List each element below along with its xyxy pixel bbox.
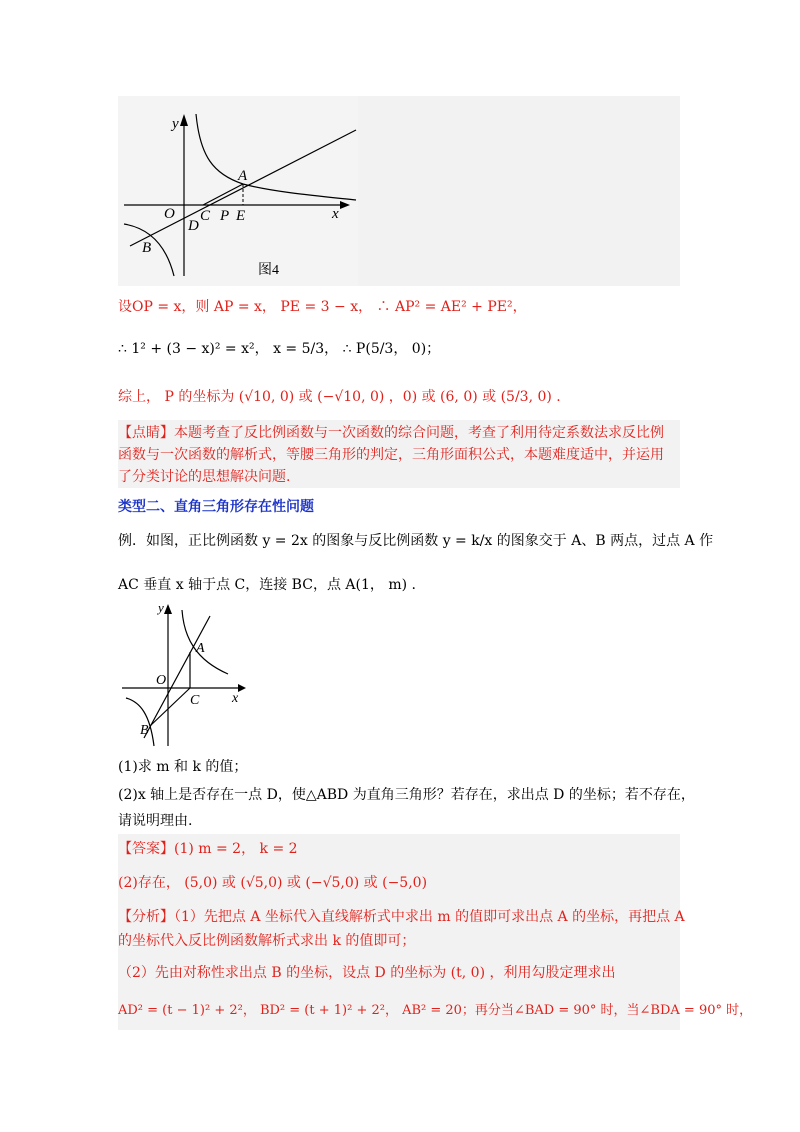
fig-label-a: A xyxy=(196,641,205,656)
solution-line-1: 设OP = x，则 AP = x， PE = 3 − x， ∴ AP² = AE² + PE²， xyxy=(118,299,527,315)
solution-line-3: 综上， P 的坐标为 (√10, 0) 或 (−√10, 0) ，0) 或 (6, 0) 或 (5/3, 0) . xyxy=(118,389,561,405)
example-line-2: AC 垂直 x 轴于点 C，连接 BC，点 A(1， m) . xyxy=(118,577,416,593)
analysis-line-3: （2）先由对称性求出点 B 的坐标，设点 D 的坐标为 (t, 0) ，利用勾股定理求出 xyxy=(118,965,616,981)
fig-label-x: x xyxy=(232,691,239,706)
fig4-label-p: P xyxy=(220,208,230,224)
answer-line-1: 【答案】(1) m = 2， k = 2 xyxy=(118,841,298,857)
fig4-label-a: A xyxy=(238,168,248,184)
example-figure xyxy=(118,598,248,748)
fig4-label-c: C xyxy=(200,208,211,224)
fig-label-b: B xyxy=(140,723,149,738)
fig4-caption: 图4 xyxy=(258,263,279,278)
highlight-line-1: 【点睛】本题考查了反比例函数与一次函数的综合问题，考查了利用待定系数法求反比例 xyxy=(118,425,664,441)
fig4-label-b: B xyxy=(142,240,152,256)
analysis-line-1: 【分析】（1）先把点 A 坐标代入直线解析式中求出 m 的值即可求出点 A 的坐标，再把点 A xyxy=(118,909,685,925)
answer-line-2: (2)存在， (5,0) 或 (√5,0) 或 (−√5,0) 或 (−5,0) xyxy=(118,875,428,891)
analysis-line-2: 的坐标代入反比例函数解析式求出 k 的值即可； xyxy=(118,933,416,949)
question-2-line-2: 请说明理由. xyxy=(118,813,193,829)
fig4-label-e: E xyxy=(236,208,246,224)
analysis-line-4: AD² = (t − 1)² + 2²， BD² = (t + 1)² + 2²， AB² = 20；再分当∠BAD = 90° 时，当∠BDA = 90° 时， xyxy=(118,1003,753,1018)
question-2-line-1: (2)x 轴上是否存在一点 D，使△ABD 为直角三角形？若存在，求出点 D 的坐标；若不存在， xyxy=(118,787,695,803)
question-1: (1)求 m 和 k 的值； xyxy=(118,759,248,775)
figure-4-graph xyxy=(118,96,358,286)
fig-label-y: y xyxy=(158,600,164,615)
fig4-label-x: x xyxy=(332,206,339,222)
solution-line-2: ∴ 1² + (3 − x)² = x²， x = 5/3， ∴ P(5/3， 0)； xyxy=(118,341,441,357)
example-figure-graph xyxy=(118,598,248,748)
example-line-1: 例．如图，正比例函数 y = 2x 的图象与反比例函数 y = k/x 的图象交于 A、B 两点，过点 A 作 xyxy=(118,533,714,549)
fig-label-c: C xyxy=(190,693,200,708)
fig-label-o: O xyxy=(156,673,167,688)
fig4-label-y: y xyxy=(172,116,179,132)
fig4-label-o: O xyxy=(164,206,175,222)
fig4-label-d: D xyxy=(188,218,199,234)
section-title: 类型二、直角三角形存在性问题 xyxy=(118,499,314,515)
highlight-line-3: 了分类讨论的思想解决问题. xyxy=(118,469,291,485)
figure-4 xyxy=(118,96,358,286)
highlight-line-2: 函数与一次函数的解析式，等腰三角形的判定，三角形面积公式，本题难度适中，并运用 xyxy=(118,447,664,463)
